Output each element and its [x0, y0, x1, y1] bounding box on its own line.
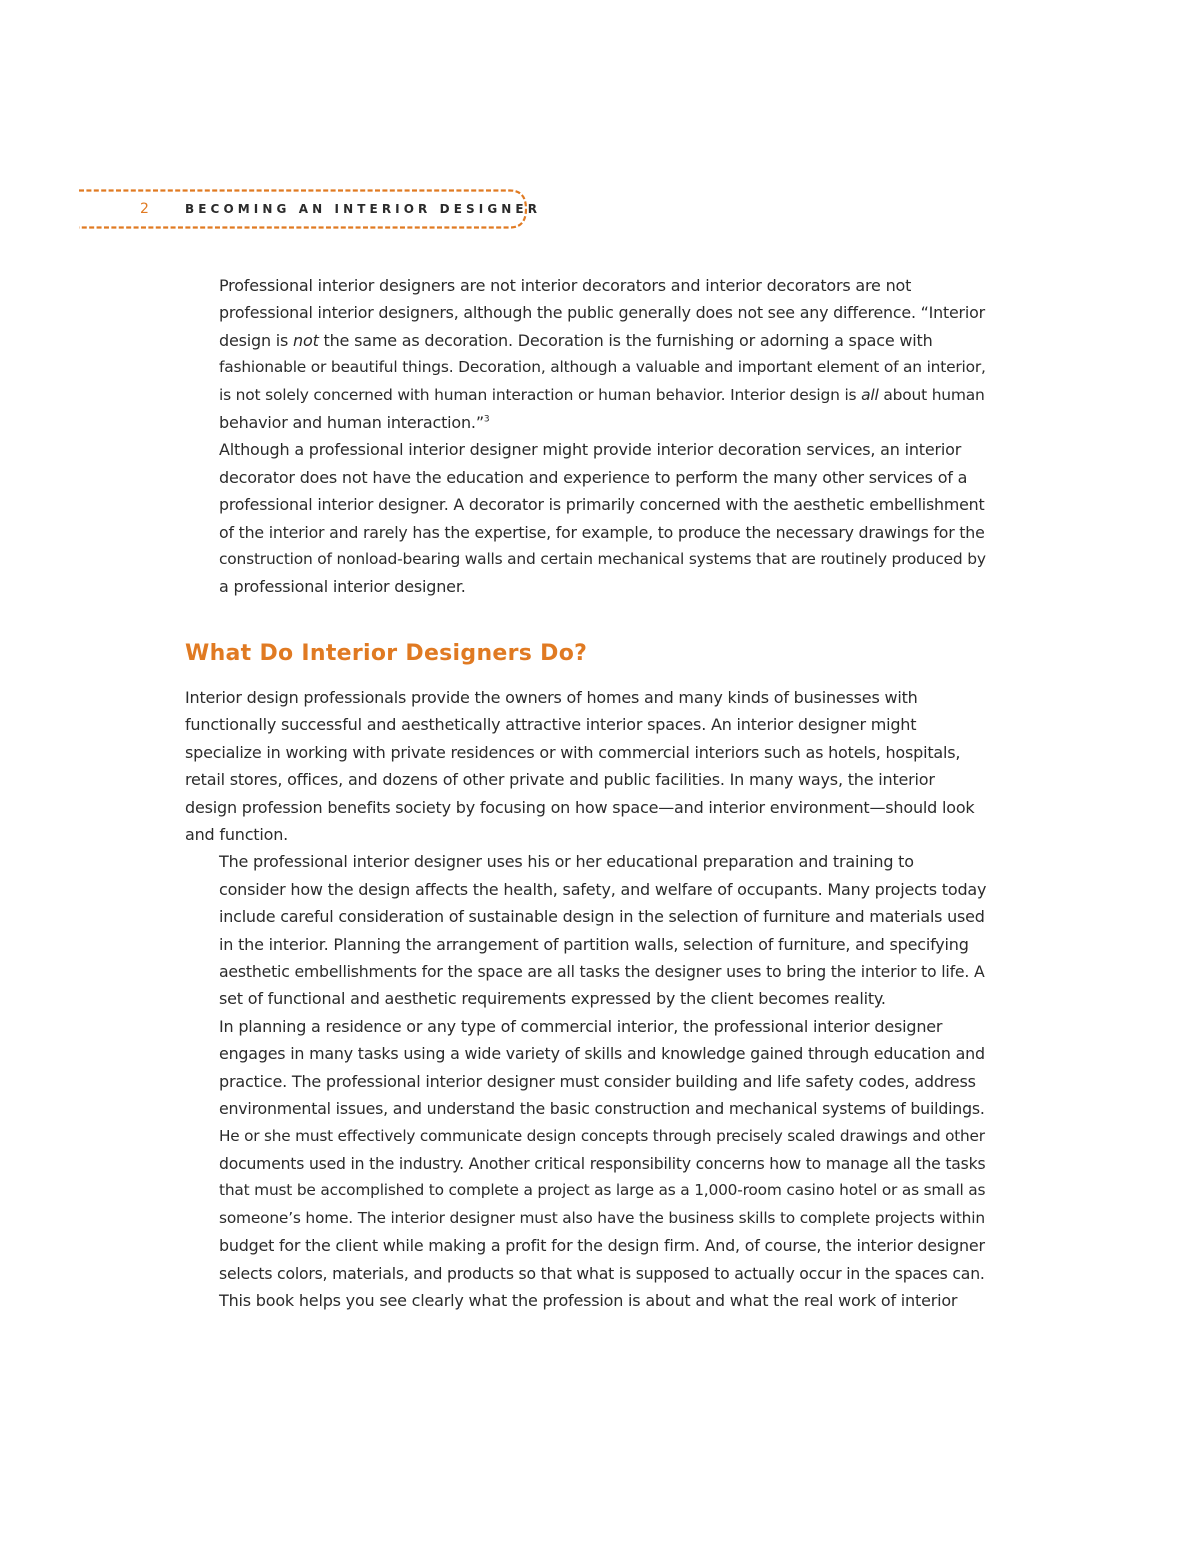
- paragraph: [185, 1287, 985, 1314]
- text-line: construction of nonload-bearing walls and certain mechanical systems that are routinely produced by: [219, 550, 986, 569]
- text-line: Interior design professionals provide the owners of homes and many kinds of businesses with: [185, 688, 918, 707]
- text-line: functionally successful and aesthetically attractive interior spaces. An interior designer might: [185, 715, 917, 735]
- text-line: He or she must effectively communicate design concepts through precisely scaled drawings and other: [219, 1126, 985, 1145]
- text-line: Professional interior designers are not interior decorators and interior decorators are not: [219, 276, 912, 295]
- text-line: design is not the same as decoration. Decoration is the furnishing or adorning a space with: [219, 330, 933, 350]
- text-line: practice. The professional interior designer must consider building and life safety codes, address: [219, 1071, 976, 1091]
- text-line: aesthetic embellishments for the space are all tasks the designer uses to bring the interior to life. A: [219, 962, 985, 982]
- text-line: consider how the design affects the health, safety, and welfare of occupants. Many projects today: [219, 879, 987, 899]
- text-line: budget for the client while making a profit for the design firm. And, of course, the interior designer: [219, 1236, 985, 1256]
- text-line: specialize in working with private residences or with commercial interiors such as hotels, hospitals,: [185, 742, 961, 762]
- text-line: engages in many tasks using a wide variety of skills and knowledge gained through education and: [219, 1044, 985, 1064]
- text-line: behavior and human interaction.”$^3$: [219, 413, 490, 433]
- text-line: someone’s home. The interior designer must also have the business skills to complete projects within: [219, 1208, 985, 1227]
- paragraph: [185, 684, 985, 848]
- text-line: This book helps you see clearly what the profession is about and what the real work of interior: [219, 1290, 958, 1310]
- text-line: is not solely concerned with human interaction or human behavior. Interior design is all about human: [219, 385, 985, 404]
- text-line: and function.: [185, 825, 289, 845]
- page-number: 2: [140, 201, 149, 217]
- paragraph: [185, 436, 985, 600]
- text-line: of the interior and rarely has the expertise, for example, to produce the necessary drawings for the: [219, 522, 985, 542]
- paragraph: [185, 1013, 985, 1287]
- text-line: include careful consideration of sustainable design in the selection of furniture and materials used: [219, 907, 985, 927]
- text-line: set of functional and aesthetic requirements expressed by the client becomes reality.: [219, 989, 886, 1009]
- text-line: decorator does not have the education and experience to perform the many other services of a: [219, 467, 968, 487]
- text-line: selects colors, materials, and products so that what is supposed to actually occur in the spaces can.: [219, 1263, 985, 1283]
- text-line: Although a professional interior designer might provide interior decoration services, an interior: [219, 440, 962, 460]
- section-heading: What Do Interior Designers Do?: [185, 641, 588, 666]
- text-line: In planning a residence or any type of commercial interior, the professional interior designer: [219, 1016, 943, 1036]
- text-line: a professional interior designer.: [219, 577, 466, 597]
- intro-text: [185, 272, 985, 601]
- text-line: retail stores, offices, and dozens of other private and public facilities. In many ways, the interior: [185, 770, 935, 790]
- text-line: The professional interior designer uses his or her educational preparation and training to: [219, 852, 914, 872]
- text-line: design profession benefits society by focusing on how space—and interior environment—should look: [185, 797, 975, 817]
- section-text: [185, 684, 985, 1314]
- text-line: environmental issues, and understand the basic construction and mechanical systems of buildings.: [219, 1099, 985, 1119]
- text-line: in the interior. Planning the arrangement of partition walls, selection of furniture, and specifying: [219, 934, 969, 954]
- emphasis: all: [861, 385, 879, 404]
- paragraph: [185, 848, 985, 1012]
- footnote-marker: 3: [483, 414, 490, 425]
- text-line: professional interior designer. A decorator is primarily concerned with the aesthetic embellishment: [219, 495, 985, 515]
- text-line: fashionable or beautiful things. Decoration, although a valuable and important element of an interior,: [219, 358, 986, 377]
- text-line: documents used in the industry. Another critical responsibility concerns how to manage all the tasks: [219, 1153, 986, 1173]
- emphasis: not: [293, 330, 319, 350]
- text-line: that must be accomplished to complete a project as large as a 1,000-room casino hotel or as small as: [219, 1181, 986, 1200]
- paragraph: [185, 272, 985, 436]
- running-title: BECOMING AN INTERIOR DESIGNER: [185, 202, 542, 216]
- running-header: [78, 189, 542, 229]
- text-line: professional interior designers, although the public generally does not see any difference. “Interior: [219, 303, 985, 323]
